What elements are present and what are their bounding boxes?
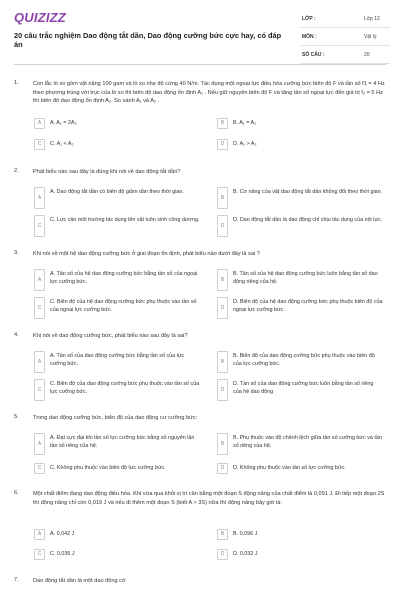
option-text: C. 0,036 J xyxy=(50,551,75,557)
option-letter: A xyxy=(34,118,45,129)
option-letter: B xyxy=(217,529,228,540)
meta-value: 20 xyxy=(364,52,370,58)
option-text: A. Dao động tắt dần có biên độ giảm dần theo thời gian. xyxy=(50,189,184,195)
option-letter: D xyxy=(217,139,228,150)
question-text: Một chất điểm đang dao động điều hòa. Khi vừa qua khỏi vị trí cân bằng một đoạn S động năng của chất điểm là 0,091 J. Đi tiếp một đoạn 2S thì động năng chỉ còn 0,019 J và nếu đi thêm một đoạn S (biết A > 3S) nữa thì động năng bây giờ là: xyxy=(33,491,385,506)
option-text: D. A₁ > A₂ xyxy=(233,141,257,147)
meta-value: Lớp 12 xyxy=(364,16,380,22)
header-divider xyxy=(14,64,386,65)
meta-row-count xyxy=(300,49,390,64)
option-letter: C xyxy=(34,379,45,401)
option-letter: C xyxy=(34,215,45,237)
option-letter: C xyxy=(34,139,45,150)
question-text: Phát biểu nào sau đây là đúng khi nói về dao động tắt dần? xyxy=(33,169,181,175)
quizizz-logo: QUIZIZZ xyxy=(14,10,66,25)
option-text: A. Tần số của hệ dao động cưỡng bức bằng tần số của ngoại lực cưỡng bức. xyxy=(50,271,198,285)
option-text: A. A₁ = 2A₂ xyxy=(50,120,77,126)
option-text: C. Lực cản môi trường tác dụng lên vật luôn sinh công dương. xyxy=(50,217,200,223)
meta-row-class xyxy=(300,13,390,28)
option-text: B. Biên độ của dao động cưỡng bức phụ thuộc vào biên độ của lực cưỡng bức. xyxy=(233,353,375,367)
meta-row-subject xyxy=(300,31,390,46)
option-letter: B xyxy=(217,351,228,373)
option-text: C. Biên độ của hệ dao động cưỡng bức phụ thuộc vào tần số của ngoại lực cưỡng bức. xyxy=(50,299,197,313)
question-number: 6. xyxy=(14,490,19,496)
question-text: Dao động tắt dần là một dao động có: xyxy=(33,578,127,584)
option-letter: A xyxy=(34,351,45,373)
option-letter: C xyxy=(34,297,45,319)
option-text: A. 0,042 J xyxy=(50,531,75,537)
option-letter: A xyxy=(34,529,45,540)
question-text: Con lắc lò xo gồm vật nặng 100 gam và lò xo nhẹ độ cứng 40 N/m. Tác dụng một ngoại lực điều hòa cưỡng bức biên độ F và tần số f1 = 4 Hz theo phương trùng với trục của lò xo thì biên độ dao động ổn định A₁ . Nếu giữ nguyên biên độ F và tăng tần số ngoại lực đến giá trị f₂ = 5 Hz thì biên độ dao động ổn định A₂. So sánh A₁ và A₂ . xyxy=(33,81,385,105)
option-text: B. Phụ thuộc vào độ chênh lệch giữa tần số cưỡng bức và tần số riêng của hệ. xyxy=(233,435,382,449)
question-number: 5. xyxy=(14,414,19,420)
option-letter: D xyxy=(217,379,228,401)
option-letter: A xyxy=(34,433,45,455)
option-text: C. Không phụ thuộc vào biên độ lực cưỡng bức. xyxy=(50,465,166,471)
question-number: 7. xyxy=(14,577,19,583)
option-letter: C xyxy=(34,549,45,560)
option-letter: C xyxy=(34,463,45,474)
option-text: C. A₁ < A₂ xyxy=(50,141,74,147)
option-text: A. Tần số của dao động cưỡng bức bằng tần số của lực cưỡng bức. xyxy=(50,353,185,367)
option-text: B. Tần số của hệ dao động cưỡng bức luôn bằng tần số dao động riêng của hệ. xyxy=(233,271,378,285)
meta-label: MÔN : xyxy=(302,34,317,40)
question-text: Khi nói về dao động cưỡng bức, phát biểu nào sau đây là sai? xyxy=(33,333,188,339)
option-letter: A xyxy=(34,269,45,291)
option-letter: B xyxy=(217,269,228,291)
option-text: B. A₁ = A₂ xyxy=(233,120,257,126)
option-text: D. Không phụ thuộc vào tần số lực cưỡng bức. xyxy=(233,465,346,471)
meta-box xyxy=(300,13,390,67)
question-number: 2. xyxy=(14,168,19,174)
option-letter: B xyxy=(217,187,228,209)
question-number: 1. xyxy=(14,80,19,86)
question-text: Khi nói về một hệ dao động cưỡng bức ở giai đoạn ổn định, phát biểu nào dưới đây là sai ? xyxy=(33,251,260,257)
option-text: C. Biên độ của dao động cưỡng bức phụ thuộc vào tần số của lực cưỡng bức. xyxy=(50,381,200,395)
question-number: 3. xyxy=(14,250,19,256)
meta-value: Vật lý xyxy=(364,34,377,40)
option-text: D. 0,032 J xyxy=(233,551,258,557)
option-letter: A xyxy=(34,187,45,209)
option-letter: B xyxy=(217,118,228,129)
question-number: 4. xyxy=(14,332,19,338)
option-letter: D xyxy=(217,297,228,319)
option-text: D. Tần số của dao động cưỡng bức luôn bằng tần số riêng của hệ dao động xyxy=(233,381,374,395)
question-text: Trong dao động cưỡng bức, biên độ của dao động cư cưỡng bức: xyxy=(33,415,198,421)
option-text: B. Cơ năng của vật dao động tắt dần không đổi theo thời gian. xyxy=(233,189,383,195)
option-text: D. Dao động tắt dần là dao động chỉ chịu tác dụng của nội lực. xyxy=(233,217,383,223)
meta-label: SỐ CÂU : xyxy=(302,52,325,58)
page-header xyxy=(0,0,400,68)
option-text: D. Biên độ của hệ dao động cưỡng bức phụ thuộc biên độ của ngoại lực cưỡng bức. xyxy=(233,299,383,313)
option-letter: D xyxy=(217,463,228,474)
option-text: B. 0,096 J xyxy=(233,531,258,537)
meta-label: LỚP : xyxy=(302,16,316,22)
option-letter: D xyxy=(217,215,228,237)
page-title: 20 câu trắc nghiệm Dao động tắt dần, Dao động cưỡng bức cực hay, có đáp án xyxy=(14,31,282,49)
option-letter: D xyxy=(217,549,228,560)
option-letter: B xyxy=(217,433,228,455)
option-text: A. Đạt cực đại khi tần số lực cưỡng bức bằng số nguyên lần tần số riêng của hệ. xyxy=(50,435,195,449)
